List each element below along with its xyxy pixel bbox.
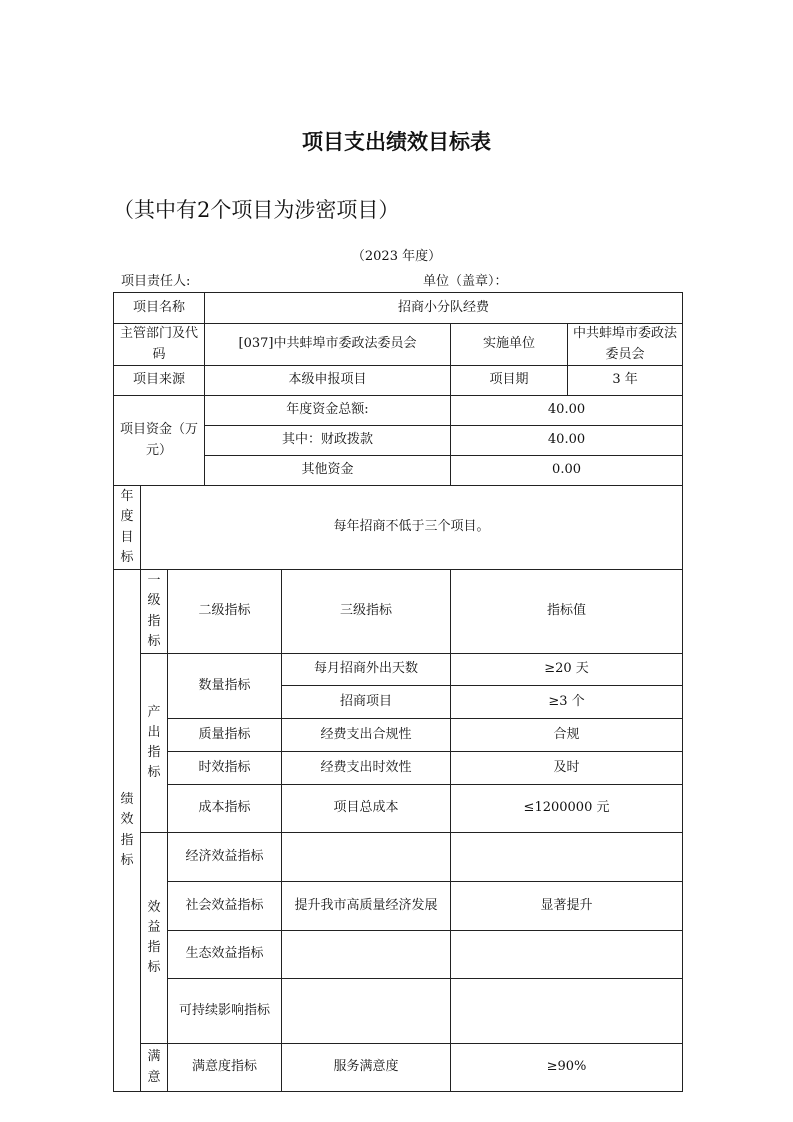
- table-row: [114, 785, 683, 833]
- project-name-value: 招商小分队经费: [205, 293, 683, 324]
- time-value: 及时: [451, 752, 683, 785]
- level3-header: 三级指标: [282, 570, 451, 654]
- funds-label: 项目资金（万元）: [114, 396, 205, 486]
- cost-indicator: 项目总成本: [282, 785, 451, 833]
- ecological-benefit-indicator: [282, 931, 451, 979]
- unit-stamp-label: 单位（盖章）：: [423, 274, 508, 289]
- economic-benefit-label: 经济效益指标: [168, 833, 282, 882]
- dept-value: [037]中共蚌埠市委政法委员会: [205, 324, 451, 366]
- service-satisfaction-indicator: 服务满意度: [282, 1044, 451, 1092]
- annual-goal-text: 每年招商不低于三个项目。: [141, 486, 683, 570]
- quality-indicator-label: 质量指标: [168, 719, 282, 752]
- time-indicator: 经费支出时效性: [282, 752, 451, 785]
- table-row: [114, 719, 683, 752]
- quantity-b-value: ≥3 个: [451, 686, 683, 719]
- year-label: （2023 年度）: [351, 249, 442, 264]
- ecological-benefit-label: 生态效益指标: [168, 931, 282, 979]
- total-funds-value: 40.00: [451, 396, 683, 426]
- social-benefit-indicator: 提升我市高质量经济发展: [282, 882, 451, 931]
- quantity-b-indicator: 招商项目: [282, 686, 451, 719]
- table-row: [114, 654, 683, 686]
- dept-label: 主管部门及代码: [114, 324, 205, 366]
- value-header: 指标值: [451, 570, 683, 654]
- fiscal-funds-value: 40.00: [451, 426, 683, 456]
- period-label: 项目期: [451, 366, 568, 396]
- other-funds-label: 其他资金: [205, 456, 451, 486]
- satisfaction-indicators-label: 满意: [141, 1044, 168, 1092]
- cost-indicator-label: 成本指标: [168, 785, 282, 833]
- performance-goal-table: [113, 292, 683, 1092]
- source-value: 本级申报项目: [205, 366, 451, 396]
- quantity-indicator-label: 数量指标: [168, 654, 282, 719]
- social-benefit-label: 社会效益指标: [168, 882, 282, 931]
- benefit-indicators-label: 效益指标: [141, 833, 168, 1044]
- period-value: 3 年: [568, 366, 683, 396]
- sustainable-impact-indicator: [282, 979, 451, 1044]
- annual-goal-label: 年度目标: [114, 486, 141, 570]
- project-name-label: 项目名称: [114, 293, 205, 324]
- service-satisfaction-value: ≥90%: [451, 1044, 683, 1092]
- sustainable-impact-value: [451, 979, 683, 1044]
- table-row: [114, 752, 683, 785]
- other-funds-value: 0.00: [451, 456, 683, 486]
- quality-indicator: 经费支出合规性: [282, 719, 451, 752]
- quantity-a-indicator: 每月招商外出天数: [282, 654, 451, 686]
- social-benefit-value: 显著提升: [451, 882, 683, 931]
- table-row: [114, 931, 683, 979]
- page-subtitle: （其中有2个项目为涉密项目）: [113, 198, 400, 222]
- performance-indicators-label: 绩效指标: [114, 570, 141, 1092]
- ecological-benefit-value: [451, 931, 683, 979]
- source-label: 项目来源: [114, 366, 205, 396]
- impl-unit-value: 中共蚌埠市委政法委员会: [568, 324, 683, 366]
- table-row: [114, 979, 683, 1044]
- responsible-label: 项目责任人:: [121, 274, 191, 289]
- economic-benefit-indicator: [282, 833, 451, 882]
- total-funds-label: 年度资金总额:: [205, 396, 451, 426]
- table-row: [114, 833, 683, 882]
- quantity-a-value: ≥20 天: [451, 654, 683, 686]
- output-indicators-label: 产出指标: [141, 654, 168, 833]
- impl-unit-label: 实施单位: [451, 324, 568, 366]
- page-title: 项目支出绩效目标表: [302, 130, 491, 154]
- economic-benefit-value: [451, 833, 683, 882]
- satisfaction-indicator-label: 满意度指标: [168, 1044, 282, 1092]
- sustainable-impact-label: 可持续影响指标: [168, 979, 282, 1044]
- time-indicator-label: 时效指标: [168, 752, 282, 785]
- fiscal-funds-label: 其中：财政拨款: [205, 426, 451, 456]
- table-row: [114, 882, 683, 931]
- table-row: [114, 1044, 683, 1092]
- level2-header: 二级指标: [168, 570, 282, 654]
- level1-header: 一级指标: [141, 570, 168, 654]
- cost-value: ≤1200000 元: [451, 785, 683, 833]
- quality-value: 合规: [451, 719, 683, 752]
